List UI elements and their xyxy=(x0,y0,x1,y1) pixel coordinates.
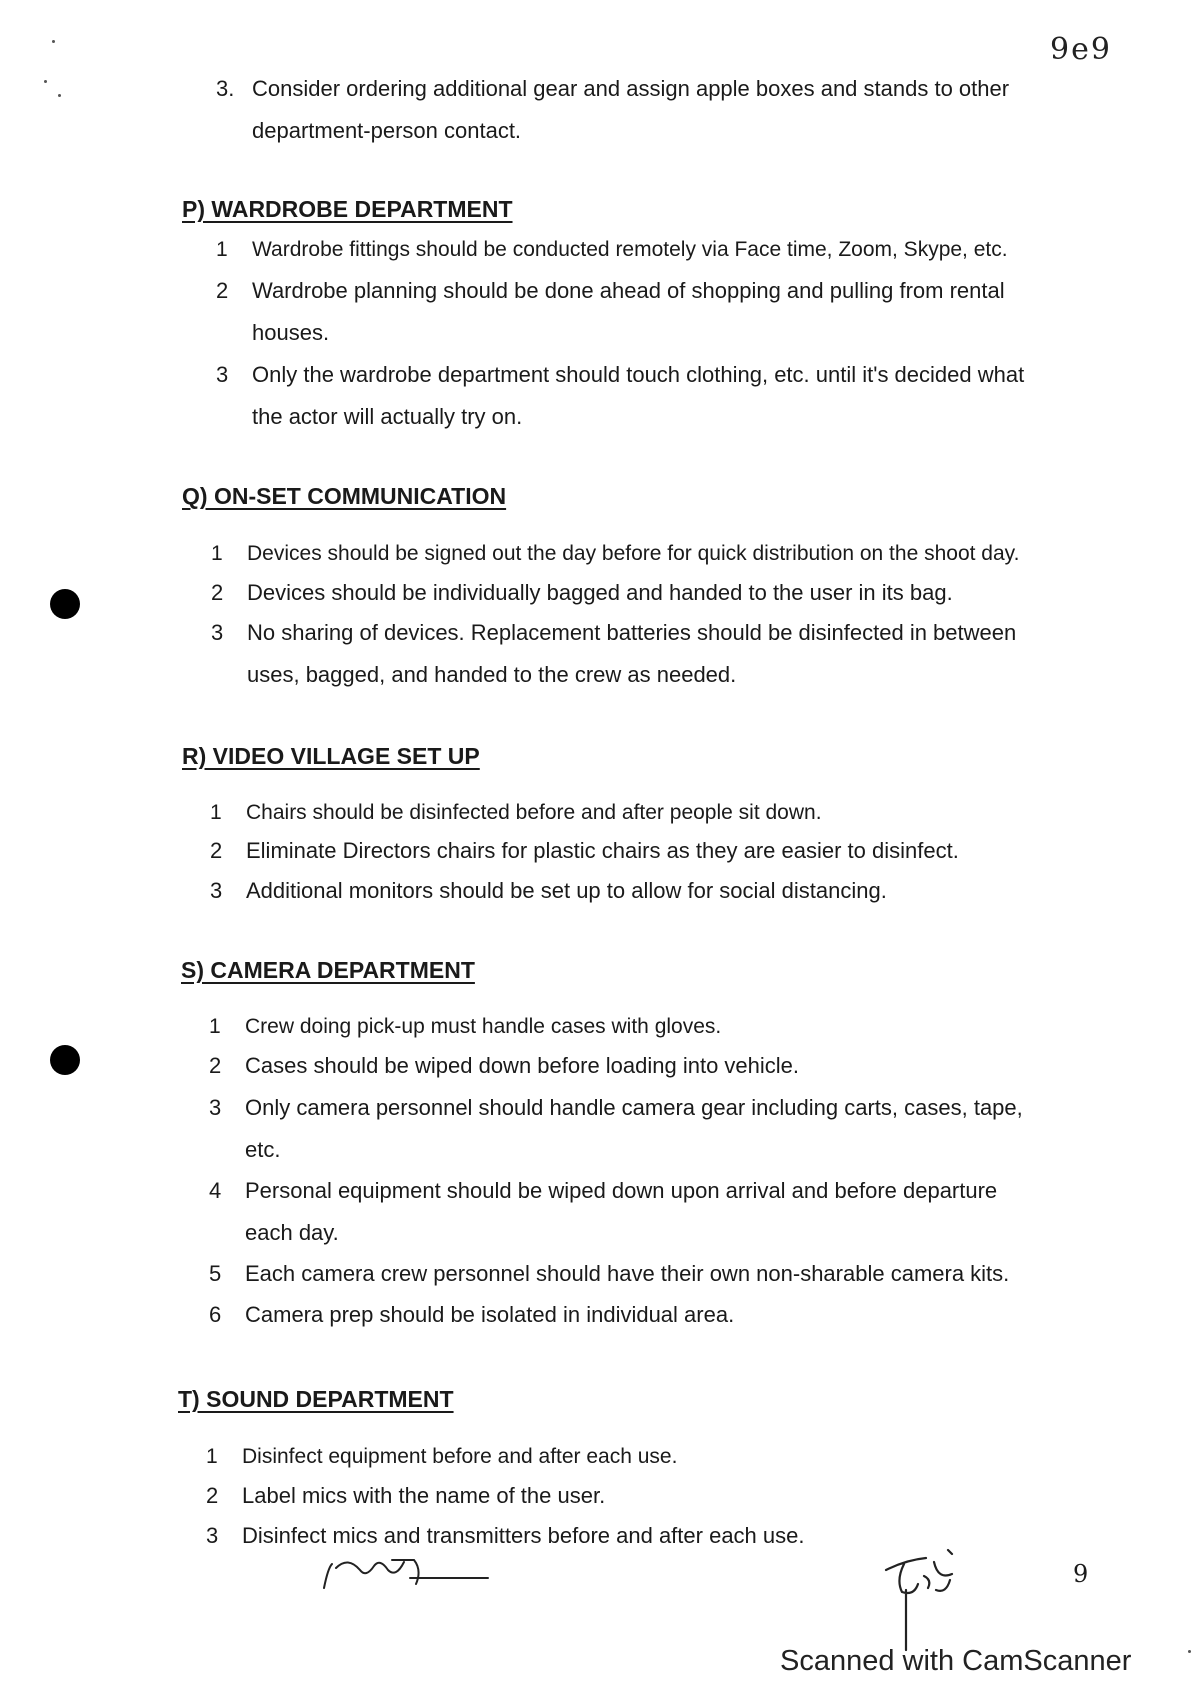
list-text: Additional monitors should be set up to allow for social distancing. xyxy=(246,878,887,903)
list-item xyxy=(211,612,1047,696)
list-text: Camera prep should be isolated in individual area. xyxy=(245,1302,735,1327)
list-item xyxy=(216,229,1052,271)
list-text: Devices should be signed out the day before for quick distribution on the shoot day. xyxy=(247,542,1020,565)
list-number: 1 xyxy=(206,1445,218,1468)
list-number: 3. xyxy=(216,76,235,101)
list-number: 6 xyxy=(209,1302,222,1327)
list-number: 2 xyxy=(216,278,229,303)
section-heading-video-village: R) VIDEO VILLAGE SET UP xyxy=(182,743,480,769)
list-item xyxy=(206,1475,1042,1517)
list-number: 2 xyxy=(209,1053,222,1078)
list-text: Cases should be wiped down before loading into vehicle. xyxy=(245,1053,800,1078)
list-text: Only camera personnel should handle camera gear including carts, cases, tape, etc. xyxy=(245,1095,1023,1162)
list-number: 3 xyxy=(210,878,223,903)
list-number: 3 xyxy=(209,1095,222,1120)
list-number: 1 xyxy=(209,1015,221,1038)
scan-speck xyxy=(44,80,47,83)
list-text: Disinfect equipment before and after each use. xyxy=(242,1445,678,1468)
list-item xyxy=(206,1436,1042,1478)
list-text: Disinfect mics and transmitters before and after each use. xyxy=(242,1523,805,1548)
list-number: 3 xyxy=(211,620,224,645)
list-number: 4 xyxy=(209,1178,222,1203)
list-item xyxy=(209,1253,1045,1295)
handwritten-signature-right xyxy=(866,1540,986,1660)
list-number: 2 xyxy=(210,838,223,863)
list-item xyxy=(209,1045,1045,1087)
list-text: No sharing of devices. Replacement batteries should be disinfected in between uses, bagged, and handed to the crew as needed. xyxy=(247,620,1017,687)
list-item xyxy=(209,1170,1045,1254)
list-text: Label mics with the name of the user. xyxy=(242,1483,606,1508)
list-text: Personal equipment should be wiped down upon arrival and before departure each day. xyxy=(245,1178,998,1245)
list-number: 2 xyxy=(211,580,224,605)
scan-speck xyxy=(52,40,55,43)
intro-list-item xyxy=(216,68,1052,152)
list-number: 1 xyxy=(216,238,228,261)
section-heading-sound: T) SOUND DEPARTMENT xyxy=(178,1386,454,1412)
section-heading-camera: S) CAMERA DEPARTMENT xyxy=(181,957,475,983)
list-text: Devices should be individually bagged and handed to the user in its bag. xyxy=(247,580,953,605)
punch-hole xyxy=(50,589,80,619)
list-item xyxy=(210,870,1046,912)
list-text: Wardrobe planning should be done ahead of shopping and pulling from rental houses. xyxy=(252,278,1005,345)
list-item xyxy=(209,1294,1045,1336)
scan-speck xyxy=(1188,1650,1191,1653)
handwritten-page-mark: 9e9 xyxy=(1050,32,1112,67)
list-item xyxy=(211,533,1047,575)
page-number: 9 xyxy=(1073,1560,1089,1588)
list-text: Wardrobe fittings should be conducted remotely via Face time, Zoom, Skype, etc. xyxy=(252,238,1008,261)
punch-hole xyxy=(50,1045,80,1075)
list-text: Only the wardrobe department should touch clothing, etc. until it's decided what the actor will actually try on. xyxy=(252,362,1025,429)
section-heading-on-set-communication: Q) ON-SET COMMUNICATION xyxy=(182,483,507,509)
list-item xyxy=(210,792,1046,834)
list-number: 1 xyxy=(210,801,222,824)
list-text: Each camera crew personnel should have their own non-sharable camera kits. xyxy=(245,1261,1010,1286)
list-number: 1 xyxy=(211,542,223,565)
list-item xyxy=(211,572,1047,614)
list-item xyxy=(216,354,1052,438)
scanner-watermark: Scanned with CamScanner xyxy=(780,1645,1132,1677)
section-heading-wardrobe: P) WARDROBE DEPARTMENT xyxy=(182,196,513,222)
list-number: 3 xyxy=(216,362,229,387)
list-text: Chairs should be disinfected before and after people sit down. xyxy=(246,801,822,824)
scan-speck xyxy=(58,94,61,97)
list-number: 2 xyxy=(206,1483,219,1508)
list-item xyxy=(209,1087,1045,1171)
list-text: Eliminate Directors chairs for plastic chairs as they are easier to disinfect. xyxy=(246,838,959,863)
list-item xyxy=(210,830,1046,872)
handwritten-signature-left xyxy=(318,1548,498,1598)
list-number: 5 xyxy=(209,1261,222,1286)
list-item xyxy=(209,1006,1045,1048)
list-text: Consider ordering additional gear and assign apple boxes and stands to other department-person contact. xyxy=(252,76,1010,143)
list-text: Crew doing pick-up must handle cases with gloves. xyxy=(245,1015,722,1038)
list-item xyxy=(216,270,1052,354)
list-number: 3 xyxy=(206,1523,219,1548)
